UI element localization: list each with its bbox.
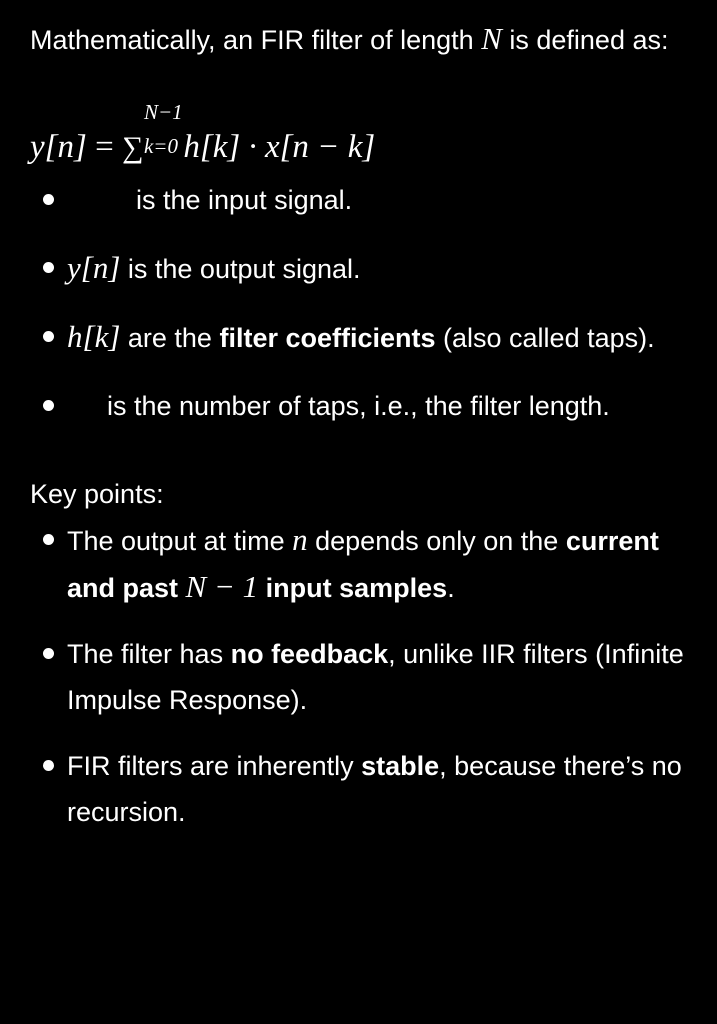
intro-text-before: Mathematically, an FIR filter of length — [30, 25, 482, 55]
bullet-icon — [43, 194, 54, 205]
definition-text: is the output signal. — [120, 254, 361, 284]
key-point-item — [30, 743, 690, 835]
key-point-text: , unlike IIR filters (Infinite Impulse Response). — [67, 639, 684, 715]
key-point-math: n — [292, 522, 308, 557]
bullet-icon — [43, 331, 54, 342]
intro-text-after: is defined as: — [501, 25, 669, 55]
sum-lower-limit: k=0 — [143, 134, 178, 158]
intro-math-n: N — [481, 21, 502, 56]
definition-bold: filter coefficients — [219, 323, 436, 353]
key-point-math: N − 1 — [185, 569, 259, 604]
sum-symbol: ∑ — [121, 131, 144, 164]
article-body — [30, 16, 690, 855]
sum-upper-limit: N−1 — [143, 100, 183, 124]
definitions-list — [30, 177, 690, 429]
key-point-text: The output at time — [67, 526, 293, 556]
key-point-text: depends only on the — [307, 526, 566, 556]
definition-item-coefficients — [30, 314, 690, 361]
bullet-icon — [43, 534, 54, 545]
key-point-text: The filter has — [67, 639, 231, 669]
formula-equals: = — [95, 129, 114, 165]
definition-item-output — [30, 245, 690, 292]
key-point-text: , because there’s no recursion. — [67, 751, 682, 827]
formula-sum — [121, 100, 183, 178]
bullet-icon — [43, 400, 54, 411]
intro-paragraph — [30, 16, 690, 63]
definition-item-taps — [30, 383, 690, 429]
key-point-item — [30, 631, 690, 723]
definition-math: y[n] — [67, 250, 121, 285]
fir-formula — [30, 100, 690, 177]
key-points-list — [30, 517, 690, 835]
definition-item-input — [30, 177, 690, 223]
formula-rhs: h[k] · x[n − k] — [183, 129, 376, 165]
bullet-icon — [43, 262, 54, 273]
key-point-bold: current and past — [67, 526, 659, 603]
bullet-icon — [43, 760, 54, 771]
formula-lhs: y[n] — [30, 129, 87, 165]
key-point-text: FIR filters are inherently — [67, 751, 362, 781]
key-point-bold: no feedback — [230, 639, 389, 669]
definition-text-after: (also called taps). — [435, 323, 655, 353]
key-point-bold: stable — [361, 751, 440, 781]
key-point-text: . — [447, 573, 455, 603]
key-points-label: Key points: — [30, 479, 164, 509]
definition-math: h[k] — [67, 319, 121, 354]
bullet-icon — [43, 648, 54, 659]
definition-text: is the input signal. — [136, 185, 353, 215]
definition-text-before: are the — [120, 323, 220, 353]
key-point-item — [30, 517, 690, 611]
key-point-bold: input samples — [258, 573, 448, 603]
definition-text: is the number of taps, i.e., the filter length. — [107, 391, 610, 421]
